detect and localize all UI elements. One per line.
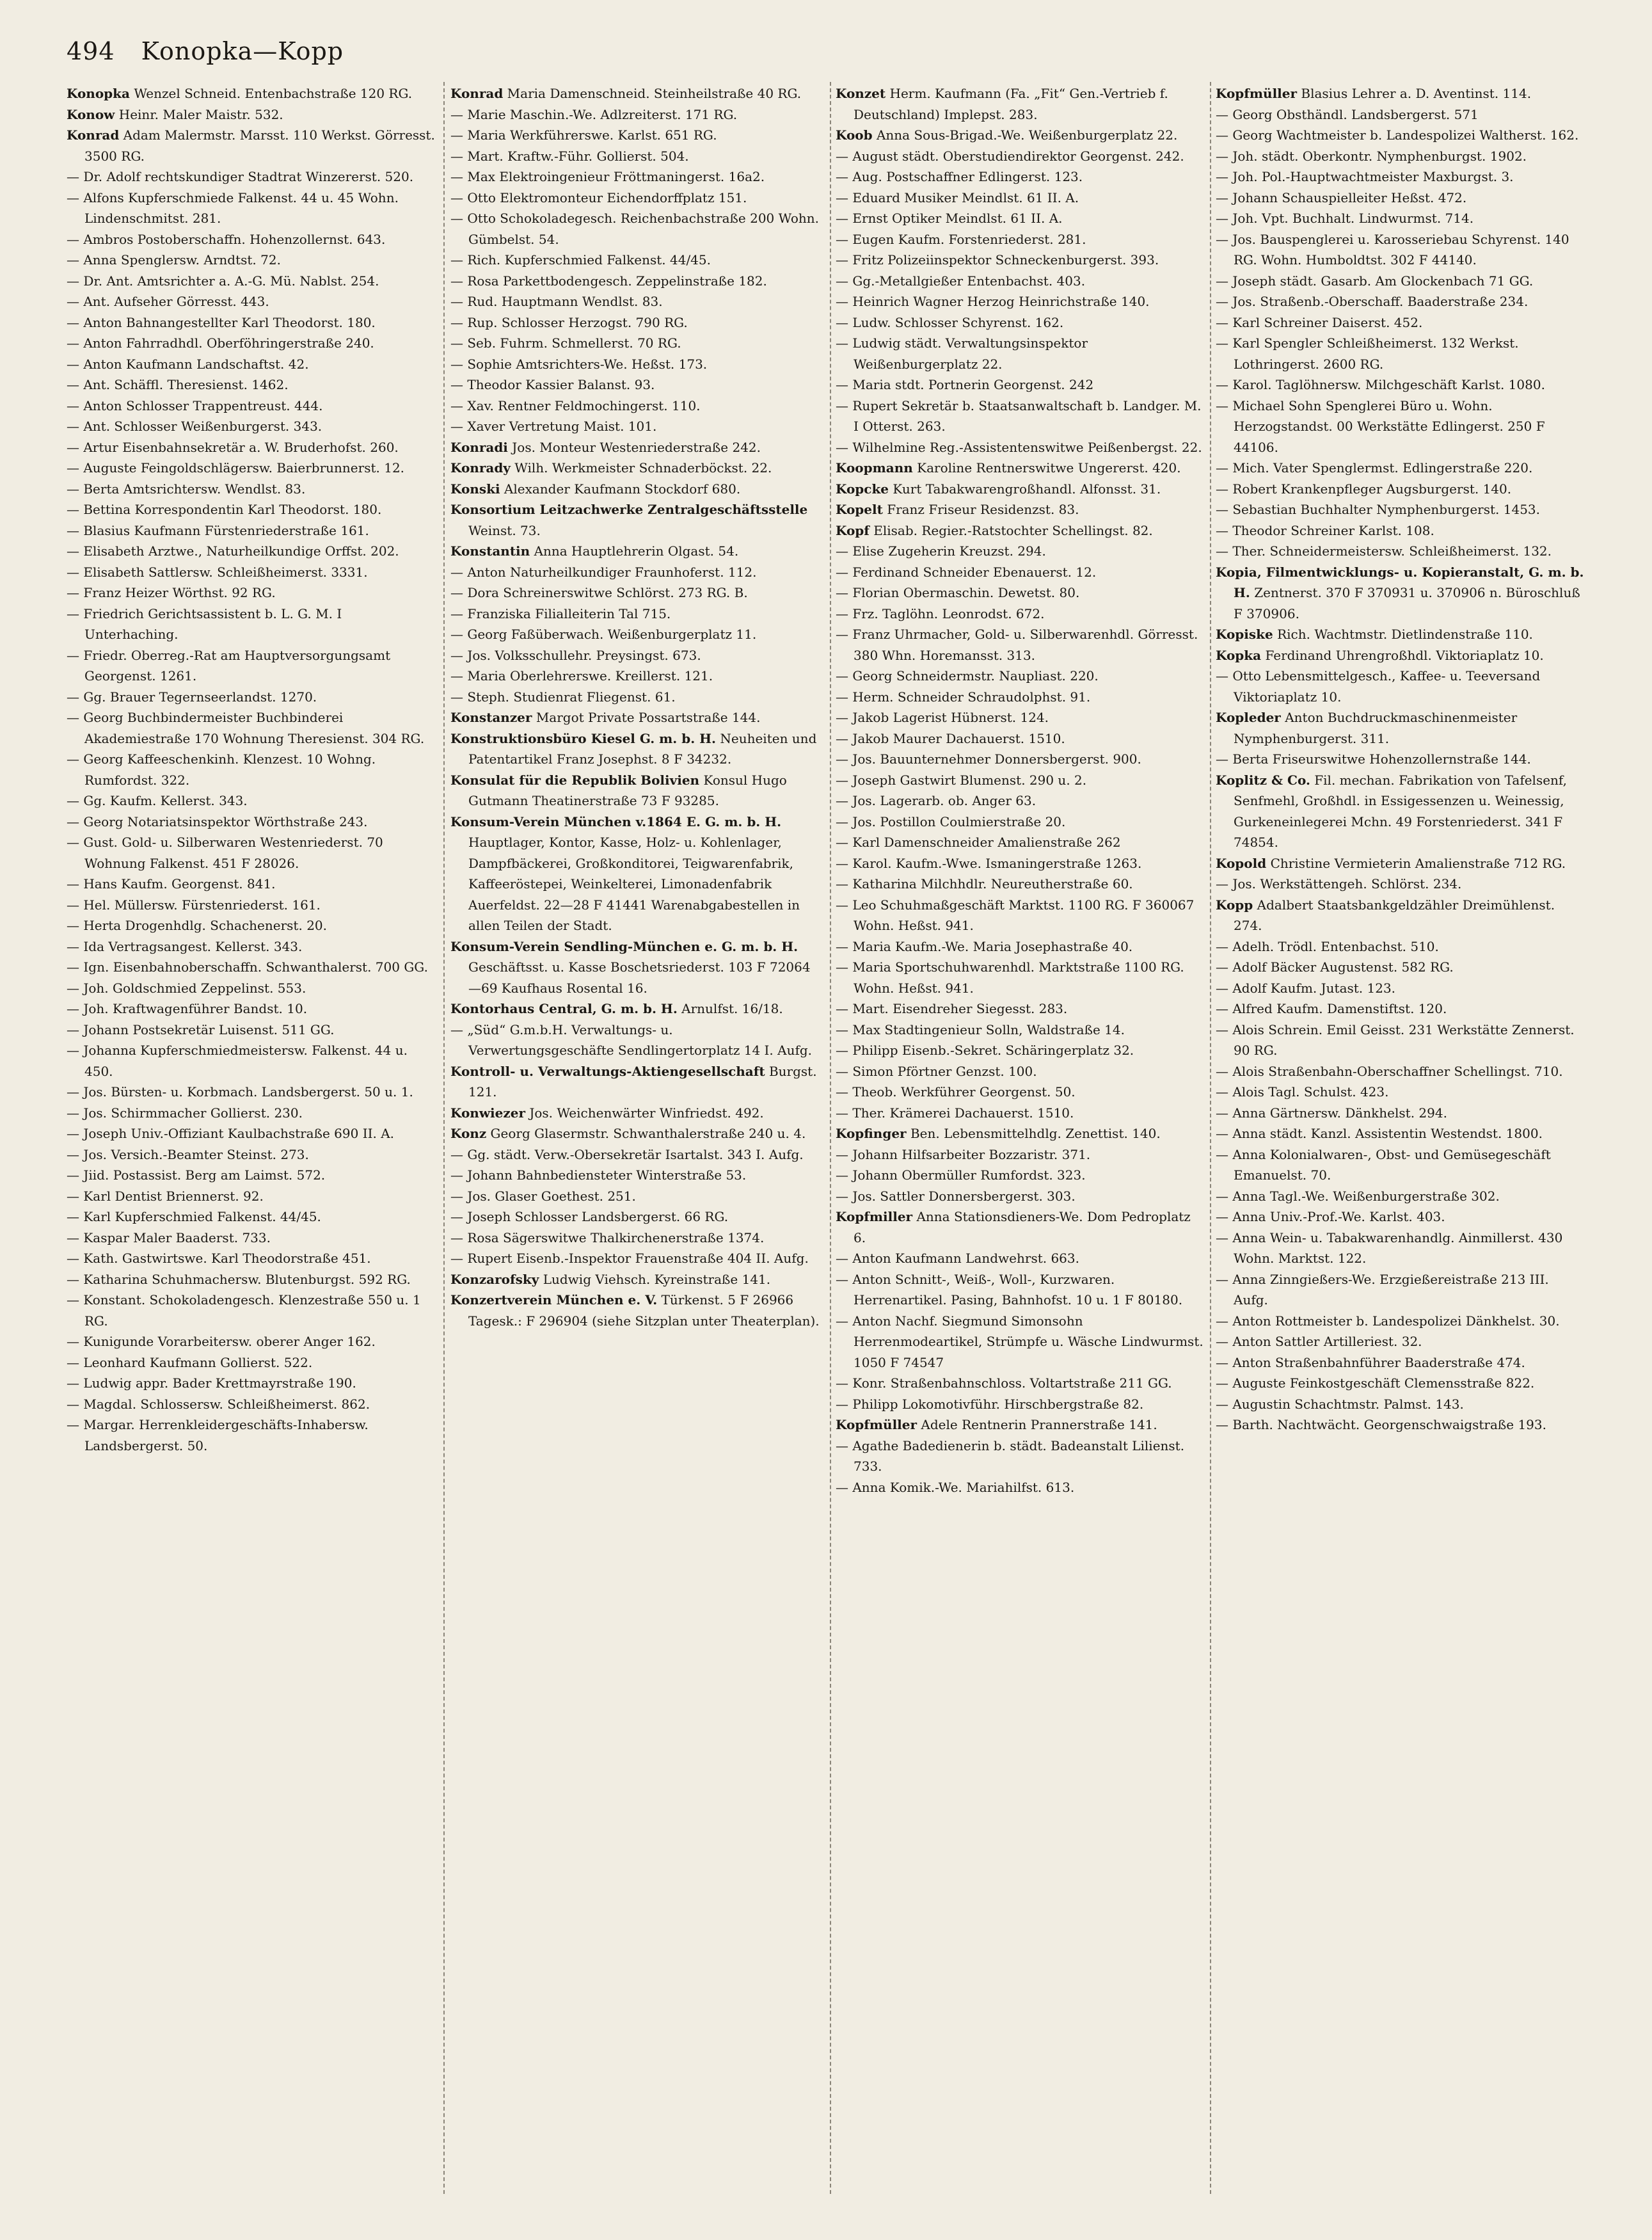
directory-entry	[450, 499, 822, 541]
directory-subentry: — Gg. städt. Verw.-Obersekretär Isartalst. 343 I. Aufg.	[450, 1144, 822, 1165]
directory-subentry: — Eduard Musiker Meindlst. 61 II. A.	[836, 188, 1207, 209]
directory-subentry: — Ambros Postoberschaffn. Hohenzollernst. 643.	[67, 229, 438, 250]
directory-subentry: — Augustin Schachtmstr. Palmst. 143.	[1216, 1394, 1587, 1415]
entry-details: Geschäftsst. u. Kasse Boschetsriederst. 103 F 72064—69 Kaufhaus Rosental 16.	[468, 959, 811, 996]
directory-entry	[450, 458, 822, 479]
directory-subentry: — Rup. Schlosser Herzogst. 790 RG.	[450, 312, 822, 333]
entry-details: Anna Stationsdieners-We. Dom Pedroplatz 6.	[854, 1209, 1191, 1245]
directory-subentry: — Alois Tagl. Schulst. 423.	[1216, 1082, 1587, 1103]
entry-surname: Kopia, Filmentwicklungs- u. Kopieranstalt, G. m. b. H.	[1216, 564, 1584, 600]
directory-entry	[1216, 624, 1587, 645]
entry-surname: Kopfinger	[836, 1126, 907, 1141]
entry-surname: Konstanzer	[450, 710, 532, 725]
directory-subentry: — Johann Postsekretär Luisenst. 511 GG.	[67, 1020, 438, 1041]
entry-surname: Kopf	[836, 522, 870, 538]
directory-subentry: — Karl Kupferschmied Falkenst. 44/45.	[67, 1206, 438, 1228]
directory-subentry: — Berta Amtsrichtersw. Wendlst. 83.	[67, 479, 438, 500]
entry-surname: Konsum-Verein München v.1864 E. G. m. b. H.	[450, 813, 782, 829]
entry-details: Adalbert Staatsbankgeldzähler Dreimühlenst. 274.	[1234, 897, 1555, 933]
directory-subentry: — Hel. Müllersw. Fürstenriederst. 161.	[67, 895, 438, 916]
directory-subentry: — Ludw. Schlosser Schyrenst. 162.	[836, 312, 1207, 333]
entry-surname: Konzertverein München e. V.	[450, 1292, 658, 1308]
directory-subentry: — Anton Sattler Artilleriest. 32.	[1216, 1331, 1587, 1352]
directory-subentry: — Joh. städt. Oberkontr. Nymphenburgst. 1902.	[1216, 146, 1587, 167]
directory-subentry: — Leonhard Kaufmann Gollierst. 522.	[67, 1352, 438, 1373]
directory-subentry: — Max Stadtingenieur Solln, Waldstraße 14.	[836, 1020, 1207, 1041]
directory-subentry: — Gg. Brauer Tegernseerlandst. 1270.	[67, 687, 438, 708]
directory-subentry: — Friedr. Oberreg.-Rat am Hauptversorgungsamt Georgenst. 1261.	[67, 645, 438, 687]
directory-subentry: — Mart. Eisendreher Siegesst. 283.	[836, 998, 1207, 1020]
directory-entry	[1216, 645, 1587, 666]
directory-subentry: — Katharina Milchhdlr. Neureutherstraße 60.	[836, 874, 1207, 895]
entry-surname: Konstruktionsbüro Kiesel G. m. b. H.	[450, 730, 716, 746]
directory-subentry: — Franziska Filialleiterin Tal 715.	[450, 604, 822, 625]
directory-subentry: — Anna Univ.-Prof.-We. Karlst. 403.	[1216, 1206, 1587, 1228]
entry-surname: Kopcke	[836, 481, 889, 497]
directory-subentry: — Ther. Krämerei Dachauerst. 1510.	[836, 1103, 1207, 1124]
entry-details: Ben. Lebensmittelhdlg. Zenettist. 140.	[910, 1126, 1161, 1141]
directory-subentry: — Alois Schrein. Emil Geisst. 231 Werkstätte Zennerst. 90 RG.	[1216, 1020, 1587, 1061]
directory-subentry: — Gg.-Metallgießer Entenbachst. 403.	[836, 271, 1207, 292]
directory-subentry: — Hans Kaufm. Georgenst. 841.	[67, 874, 438, 895]
directory-subentry: — Dr. Ant. Amtsrichter a. A.-G. Mü. Nablst. 254.	[67, 271, 438, 292]
directory-subentry: — Alfons Kupferschmiede Falkenst. 44 u. 45 Wohn. Lindenschmitst. 281.	[67, 188, 438, 229]
entry-surname: Kopiske	[1216, 627, 1273, 642]
directory-entry	[1216, 895, 1587, 936]
column-4	[1216, 83, 1587, 1436]
entry-surname: Konow	[67, 106, 115, 122]
entry-surname: Konsum-Verein Sendling-München e. G. m. b. H.	[450, 938, 798, 954]
directory-subentry: — Anton Bahnangestellter Karl Theodorst. 180.	[67, 312, 438, 333]
entry-surname: Kopp	[1216, 897, 1253, 913]
directory-subentry: — Jos. Bauspenglerei u. Karosseriebau Schyrenst. 140 RG. Wohn. Humboldtst. 302 F 44140.	[1216, 229, 1587, 271]
directory-entry	[1216, 562, 1587, 625]
directory-subentry: — Elisabeth Arztwe., Naturheilkundige Orffst. 202.	[67, 541, 438, 562]
directory-subentry: — Ant. Schlosser Weißenburgerst. 343.	[67, 416, 438, 437]
directory-subentry: — Ludwig städt. Verwaltungsinspektor Weißenburgerplatz 22.	[836, 333, 1207, 374]
entry-surname: Konstantin	[450, 543, 530, 559]
entry-surname: Kopleder	[1216, 710, 1281, 725]
directory-subentry: — Jos. Postillon Coulmierstraße 20.	[836, 812, 1207, 833]
directory-subentry: — Georg Notariatsinspektor Wörthstraße 243.	[67, 812, 438, 833]
directory-entry	[1216, 83, 1587, 104]
column-divider	[1210, 82, 1211, 2194]
directory-subentry: — Ferdinand Schneider Ebenauerst. 12.	[836, 562, 1207, 583]
directory-subentry: — Karol. Taglöhnersw. Milchgeschäft Karlst. 1080.	[1216, 374, 1587, 396]
directory-subentry: — Jiid. Postassist. Berg am Laimst. 572.	[67, 1165, 438, 1186]
entry-surname: Kopfmüller	[836, 1417, 917, 1432]
column-1	[67, 83, 438, 1456]
entry-details: Anna Sous-Brigad.-We. Weißenburgerplatz 22.	[876, 127, 1178, 143]
directory-subentry: — Anton Fahrradhdl. Oberföhringerstraße 240.	[67, 333, 438, 354]
directory-subentry: — Jos. Glaser Goethest. 251.	[450, 1186, 822, 1207]
directory-subentry: — Michael Sohn Spenglerei Büro u. Wohn. Herzogstandst. 00 Werkstätte Edlingerst. 250 F 44106.	[1216, 396, 1587, 458]
entry-surname: Kopelt	[836, 502, 883, 517]
directory-subentry: — Ant. Schäffl. Theresienst. 1462.	[67, 374, 438, 396]
directory-subentry: — Georg Wachtmeister b. Landespolizei Waltherst. 162.	[1216, 125, 1587, 146]
directory-subentry: — Frz. Taglöhn. Leonrodst. 672.	[836, 604, 1207, 625]
directory-subentry: — Eugen Kaufm. Forstenriederst. 281.	[836, 229, 1207, 250]
directory-subentry: — Heinrich Wagner Herzog Heinrichstraße 140.	[836, 291, 1207, 312]
entry-details: Ludwig Viehsch. Kyreinstraße 141.	[543, 1271, 771, 1287]
page-number: 494	[67, 37, 115, 65]
directory-subentry: — Anna Komik.-We. Mariahilfst. 613.	[836, 1477, 1207, 1498]
directory-subentry: — Marie Maschin.-We. Adlzreiterst. 171 RG.	[450, 104, 822, 125]
directory-subentry: — Anton Kaufmann Landschaftst. 42.	[67, 354, 438, 375]
directory-subentry: — Anton Naturheilkundiger Fraunhoferst. 112.	[450, 562, 822, 583]
directory-entry	[450, 812, 822, 936]
directory-subentry: — Gg. Kaufm. Kellerst. 343.	[67, 790, 438, 812]
directory-subentry: — Joh. Goldschmied Zeppelinst. 553.	[67, 978, 438, 999]
directory-entry	[836, 458, 1207, 479]
directory-subentry: — Kaspar Maler Baaderst. 733.	[67, 1228, 438, 1249]
directory-subentry: — Anton Kaufmann Landwehrst. 663.	[836, 1248, 1207, 1269]
directory-subentry: — Artur Eisenbahnsekretär a. W. Bruderhofst. 260.	[67, 437, 438, 458]
directory-subentry: — Johann Obermüller Rumfordst. 323.	[836, 1165, 1207, 1186]
directory-subentry: — Jos. Lagerarb. ob. Anger 63.	[836, 790, 1207, 812]
directory-subentry: — Florian Obermaschin. Dewetst. 80.	[836, 582, 1207, 604]
entry-details: Wenzel Schneid. Entenbachstraße 120 RG.	[134, 86, 413, 101]
directory-entry	[450, 1123, 822, 1144]
page-header	[67, 37, 344, 65]
entry-details: Fil. mechan. Fabrikation von Tafelsenf, Senfmehl, Großhdl. in Essigessenzen u. Weinessig, Gurkeneinlegerei Mchn. 49 Forstenriederst. 341 F 74854.	[1234, 772, 1567, 850]
directory-entry	[450, 1269, 822, 1290]
directory-subentry: — Franz Uhrmacher, Gold- u. Silberwarenhdl. Görresst. 380 Whn. Horemansst. 313.	[836, 624, 1207, 666]
directory-entry	[450, 541, 822, 562]
directory-subentry: — Philipp Eisenb.-Sekret. Schäringerplatz 32.	[836, 1040, 1207, 1061]
entry-surname: Koob	[836, 127, 873, 143]
entry-surname: Koopmann	[836, 460, 913, 476]
directory-entry	[450, 728, 822, 770]
directory-entry	[836, 83, 1207, 125]
entry-surname: Konzarofsky	[450, 1271, 539, 1287]
directory-subentry: — Barth. Nachtwächt. Georgenschwaigstraße 193.	[1216, 1414, 1587, 1436]
directory-subentry: — Anna städt. Kanzl. Assistentin Westendst. 1800.	[1216, 1123, 1587, 1144]
entry-details: Wilh. Werkmeister Schnaderböckst. 22.	[514, 460, 772, 476]
entry-surname: Konsulat für die Republik Bolivien	[450, 772, 700, 788]
entry-surname: Konopka	[67, 86, 130, 101]
directory-subentry: — Joh. Kraftwagenführer Bandst. 10.	[67, 998, 438, 1020]
directory-subentry: — Ther. Schneidermeistersw. Schleißheimerst. 132.	[1216, 541, 1587, 562]
entry-details: Jos. Weichenwärter Winfriedst. 492.	[529, 1105, 764, 1121]
column-divider	[830, 82, 831, 2194]
directory-subentry: — Fritz Polizeiinspektor Schneckenburgerst. 393.	[836, 250, 1207, 271]
entry-surname: Konradi	[450, 439, 508, 455]
directory-subentry: — Agathe Badedienerin b. städt. Badeanstalt Lilienst. 733.	[836, 1436, 1207, 1477]
directory-subentry: — Jos. Schirmmacher Gollierst. 230.	[67, 1103, 438, 1124]
entry-details: Jos. Monteur Westenriederstraße 242.	[512, 439, 761, 455]
directory-subentry: — Kunigunde Vorarbeitersw. oberer Anger 162.	[67, 1331, 438, 1352]
entry-details: Weinst. 73.	[468, 522, 541, 538]
entry-surname: Kopfmiller	[836, 1209, 913, 1224]
directory-subentry: — Blasius Kaufmann Fürstenriederstraße 161.	[67, 520, 438, 541]
directory-entry	[1216, 707, 1587, 749]
entry-details: Burgst. 121.	[468, 1063, 817, 1100]
directory-subentry: — Franz Heizer Wörthst. 92 RG.	[67, 582, 438, 604]
directory-subentry: — Georg Faßüberwach. Weißenburgerplatz 11.	[450, 624, 822, 645]
directory-subentry: — Ign. Eisenbahnoberschaffn. Schwanthalerst. 700 GG.	[67, 957, 438, 978]
entry-details: Margot Private Possartstraße 144.	[536, 710, 761, 725]
directory-subentry: — Anna Tagl.-We. Weißenburgerstraße 302.	[1216, 1186, 1587, 1207]
directory-subentry: — Johann Bahnbediensteter Winterstraße 53.	[450, 1165, 822, 1186]
directory-subentry: — Anton Schlosser Trappentreust. 444.	[67, 396, 438, 417]
directory-subentry: — Adolf Bäcker Augustenst. 582 RG.	[1216, 957, 1587, 978]
directory-subentry: — Bettina Korrespondentin Karl Theodorst. 180.	[67, 499, 438, 520]
directory-subentry: — Anna Wein- u. Tabakwarenhandlg. Ainmillerst. 430 Wohn. Marktst. 122.	[1216, 1228, 1587, 1269]
entry-surname: Kopka	[1216, 647, 1262, 663]
directory-entry	[450, 1061, 822, 1103]
directory-subentry: — Karl Damenschneider Amalienstraße 262	[836, 832, 1207, 853]
entry-details: Christine Vermieterin Amalienstraße 712 RG.	[1270, 855, 1566, 871]
directory-subentry: — Auguste Feinkostgeschäft Clemensstraße 822.	[1216, 1373, 1587, 1394]
entry-surname: Konwiezer	[450, 1105, 525, 1121]
directory-entry	[450, 936, 822, 999]
directory-subentry: — Jos. Sattler Donnersbergerst. 303.	[836, 1186, 1207, 1207]
entry-details: Rich. Wachtmstr. Dietlindenstraße 110.	[1277, 627, 1533, 642]
directory-subentry: — Anna Zinngießers-We. Erzgießereistraße 213 III. Aufg.	[1216, 1269, 1587, 1311]
directory-subentry: — Karol. Kaufm.-Wwe. Ismaningerstraße 1263.	[836, 853, 1207, 874]
entry-details: Alexander Kaufmann Stockdorf 680.	[504, 481, 741, 497]
directory-subentry: — Theodor Schreiner Karlst. 108.	[1216, 520, 1587, 541]
directory-subentry: — Jos. Werkstättengeh. Schlörst. 234.	[1216, 874, 1587, 895]
entry-details: Adam Malermstr. Marsst. 110 Werkst. Görresst. 3500 RG.	[84, 127, 435, 164]
directory-subentry: — Johanna Kupferschmiedmeistersw. Falkenst. 44 u. 450.	[67, 1040, 438, 1082]
directory-subentry: — Maria Oberlehrerswe. Kreillerst. 121.	[450, 666, 822, 687]
directory-entry	[836, 499, 1207, 520]
directory-subentry: — Karl Dentist Briennerst. 92.	[67, 1186, 438, 1207]
entry-details: Franz Friseur Residenzst. 83.	[887, 502, 1079, 517]
directory-subentry: — Ida Vertragsangest. Kellerst. 343.	[67, 936, 438, 957]
entry-details: Maria Damenschneid. Steinheilstraße 40 RG.	[507, 86, 802, 101]
directory-subentry: — Maria Werkführerswe. Karlst. 651 RG.	[450, 125, 822, 146]
entry-details: Anton Buchdruckmaschinenmeister Nymphenburgerst. 311.	[1234, 710, 1518, 746]
directory-entry	[450, 1290, 822, 1331]
directory-subentry: — Johann Hilfsarbeiter Bozzaristr. 371.	[836, 1144, 1207, 1165]
entry-surname: Konsortium Leitzachwerke Zentralgeschäftsstelle	[450, 502, 808, 517]
entry-details: Anna Hauptlehrerin Olgast. 54.	[534, 543, 739, 559]
directory-subentry: — Joseph Gastwirt Blumenst. 290 u. 2.	[836, 770, 1207, 791]
directory-entry	[1216, 770, 1587, 853]
directory-subentry: — Konstant. Schokoladengesch. Klenzestraße 550 u. 1 RG.	[67, 1290, 438, 1331]
directory-entry	[836, 1414, 1207, 1436]
directory-subentry: — „Süd“ G.m.b.H. Verwaltungs- u. Verwertungsgeschäfte Sendlingertorplatz 14 I. Aufg.	[450, 1020, 822, 1061]
directory-subentry: — Mich. Vater Spenglermst. Edlingerstraße 220.	[1216, 458, 1587, 479]
directory-entry	[836, 479, 1207, 500]
entry-surname: Konrad	[450, 86, 504, 101]
entry-details: Elisab. Regier.-Ratstochter Schellingst. 82.	[873, 522, 1153, 538]
directory-entry	[450, 707, 822, 728]
directory-subentry: — Alfred Kaufm. Damenstiftst. 120.	[1216, 998, 1587, 1020]
entry-details: Kurt Tabakwarengroßhandl. Alfonsst. 31.	[893, 481, 1161, 497]
directory-subentry: — Jakob Lagerist Hübnerst. 124.	[836, 707, 1207, 728]
column-divider	[443, 82, 445, 2194]
entry-surname: Koplitz & Co.	[1216, 772, 1310, 788]
entry-details: Zentnerst. 370 F 370931 u. 370906 n. Büroschluß F 370906.	[1234, 585, 1580, 621]
directory-entry	[67, 104, 438, 125]
directory-subentry: — Jos. Bürsten- u. Korbmach. Landsbergerst. 50 u. 1.	[67, 1082, 438, 1103]
directory-subentry: — Joseph städt. Gasarb. Am Glockenbach 71 GG.	[1216, 271, 1587, 292]
directory-subentry: — Maria Kaufm.-We. Maria Josephastraße 40.	[836, 936, 1207, 957]
directory-subentry: — Steph. Studienrat Fliegenst. 61.	[450, 687, 822, 708]
directory-subentry: — Jakob Maurer Dachauerst. 1510.	[836, 728, 1207, 749]
directory-subentry: — Maria stdt. Portnerin Georgenst. 242	[836, 374, 1207, 396]
entry-details: Neuheiten und Patentartikel Franz Josephst. 8 F 34232.	[468, 730, 817, 767]
directory-subentry: — Wilhelmine Reg.-Assistentenswitwe Peißenbergst. 22.	[836, 437, 1207, 458]
directory-subentry: — Jos. Bauunternehmer Donnersbergerst. 900.	[836, 749, 1207, 770]
directory-entry	[67, 125, 438, 166]
directory-subentry: — Rich. Kupferschmied Falkenst. 44/45.	[450, 250, 822, 271]
entry-details: Adele Rentnerin Prannerstraße 141.	[921, 1417, 1157, 1432]
directory-subentry: — Seb. Fuhrm. Schmellerst. 70 RG.	[450, 333, 822, 354]
entry-surname: Konrad	[67, 127, 120, 143]
directory-entry	[836, 125, 1207, 146]
directory-subentry: — Anton Nachf. Siegmund Simonsohn Herrenmodeartikel, Strümpfe u. Wäsche Lindwurmst. 1050 F 74547	[836, 1311, 1207, 1373]
directory-subentry: — Anton Straßenbahnführer Baaderstraße 474.	[1216, 1352, 1587, 1373]
directory-subentry: — Jos. Volksschullehr. Preysingst. 673.	[450, 645, 822, 666]
directory-entry	[1216, 853, 1587, 874]
directory-subentry: — Anna Kolonialwaren-, Obst- und Gemüsegeschäft Emanuelst. 70.	[1216, 1144, 1587, 1186]
directory-subentry: — Anna Gärtnersw. Dänkhelst. 294.	[1216, 1103, 1587, 1124]
directory-subentry: — Otto Lebensmittelgesch., Kaffee- u. Teeversand Viktoriaplatz 10.	[1216, 666, 1587, 707]
entry-surname: Kontorhaus Central, G. m. b. H.	[450, 1001, 678, 1016]
directory-subentry: — Magdal. Schlossersw. Schleißheimerst. 862.	[67, 1394, 438, 1415]
directory-subentry: — Theodor Kassier Balanst. 93.	[450, 374, 822, 396]
entry-details: Karoline Rentnerswitwe Ungererst. 420.	[917, 460, 1181, 476]
directory-subentry: — Kath. Gastwirtswe. Karl Theodorstraße 451.	[67, 1248, 438, 1269]
directory-subentry: — Elise Zugeherin Kreuzst. 294.	[836, 541, 1207, 562]
page-range: Konopka—Kopp	[141, 37, 344, 65]
directory-subentry: — Dora Schreinerswitwe Schlörst. 273 RG. B.	[450, 582, 822, 604]
directory-subentry: — August städt. Oberstudiendirektor Georgenst. 242.	[836, 146, 1207, 167]
directory-subentry: — Theob. Werkführer Georgenst. 50.	[836, 1082, 1207, 1103]
directory-subentry: — Georg Schneidermstr. Naupliast. 220.	[836, 666, 1207, 687]
directory-subentry: — Johann Schauspielleiter Heßst. 472.	[1216, 188, 1587, 209]
directory-subentry: — Jos. Versich.-Beamter Steinst. 273.	[67, 1144, 438, 1165]
directory-subentry: — Herta Drogenhdlg. Schachenerst. 20.	[67, 915, 438, 936]
directory-subentry: — Leo Schuhmaßgeschäft Marktst. 1100 RG. F 360067 Wohn. Heßst. 941.	[836, 895, 1207, 936]
column-3	[836, 83, 1207, 1498]
directory-subentry: — Georg Kaffeeschenkinh. Klenzest. 10 Wohng. Rumfordst. 322.	[67, 749, 438, 790]
directory-subentry: — Philipp Lokomotivführ. Hirschbergstraße 82.	[836, 1394, 1207, 1415]
entry-surname: Konzet	[836, 86, 886, 101]
directory-subentry: — Anna Spenglersw. Arndtst. 72.	[67, 250, 438, 271]
directory-subentry: — Herm. Schneider Schraudolphst. 91.	[836, 687, 1207, 708]
directory-entry	[836, 520, 1207, 541]
entry-details: Arnulfst. 16/18.	[681, 1001, 783, 1016]
directory-entry	[450, 1103, 822, 1124]
directory-subentry: — Otto Schokoladegesch. Reichenbachstraße 200 Wohn. Gümbelst. 54.	[450, 208, 822, 250]
directory-subentry: — Aug. Postschaffner Edlingerst. 123.	[836, 166, 1207, 188]
directory-entry	[450, 83, 822, 104]
entry-surname: Konz	[450, 1126, 487, 1141]
directory-subentry: — Sebastian Buchhalter Nymphenburgerst. 1453.	[1216, 499, 1587, 520]
directory-subentry: — Dr. Adolf rechtskundiger Stadtrat Winzererst. 520.	[67, 166, 438, 188]
directory-subentry: — Rosa Parkettbodengesch. Zeppelinstraße 182.	[450, 271, 822, 292]
directory-subentry: — Karl Spengler Schleißheimerst. 132 Werkst. Lothringerst. 2600 RG.	[1216, 333, 1587, 374]
directory-subentry: — Rud. Hauptmann Wendlst. 83.	[450, 291, 822, 312]
directory-entry	[450, 479, 822, 500]
directory-subentry: — Max Elektroingenieur Fröttmaningerst. 16a2.	[450, 166, 822, 188]
entry-surname: Kontroll- u. Verwaltungs-Aktiengesellschaft	[450, 1063, 765, 1079]
directory-subentry: — Karl Schreiner Daiserst. 452.	[1216, 312, 1587, 333]
entry-details: Konsul Hugo Gutmann Theatinerstraße 73 F 93285.	[468, 772, 787, 808]
directory-subentry: — Simon Pförtner Genzst. 100.	[836, 1061, 1207, 1082]
directory-entry	[836, 1123, 1207, 1144]
directory-subentry: — Rupert Eisenb.-Inspektor Frauenstraße 404 II. Aufg.	[450, 1248, 822, 1269]
entry-details: Ferdinand Uhrengroßhdl. Viktoriaplatz 10.	[1265, 647, 1544, 663]
directory-subentry: — Joh. Vpt. Buchhalt. Lindwurmst. 714.	[1216, 208, 1587, 229]
directory-subentry: — Gust. Gold- u. Silberwaren Westenriederst. 70 Wohnung Falkenst. 451 F 28026.	[67, 832, 438, 874]
directory-subentry: — Maria Sportschuhwarenhdl. Marktstraße 1100 RG. Wohn. Heßst. 941.	[836, 957, 1207, 998]
directory-entry	[67, 83, 438, 104]
directory-entry	[836, 1206, 1207, 1248]
directory-subentry: — Friedrich Gerichtsassistent b. L. G. M. I Unterhaching.	[67, 604, 438, 645]
directory-entry	[450, 770, 822, 812]
directory-subentry: — Georg Buchbindermeister Buchbinderei Akademiestraße 170 Wohnung Theresienst. 304 RG.	[67, 707, 438, 749]
entry-surname: Konrady	[450, 460, 511, 476]
entry-details: Türkenst. 5 F 26966 Tagesk.: F 296904 (siehe Sitzplan unter Theaterplan).	[468, 1292, 820, 1329]
directory-subentry: — Ludwig appr. Bader Krettmayrstraße 190.	[67, 1373, 438, 1394]
directory-subentry: — Rosa Sägerswitwe Thalkirchenerstraße 1374.	[450, 1228, 822, 1249]
entry-details: Blasius Lehrer a. D. Aventinst. 114.	[1301, 86, 1532, 101]
directory-subentry: — Konr. Straßenbahnschloss. Voltartstraße 211 GG.	[836, 1373, 1207, 1394]
directory-subentry: — Adolf Kaufm. Jutast. 123.	[1216, 978, 1587, 999]
directory-entry	[450, 437, 822, 458]
directory-subentry: — Otto Elektromonteur Eichendorffplatz 151.	[450, 188, 822, 209]
directory-subentry: — Jos. Straßenb.-Oberschaff. Baaderstraße 234.	[1216, 291, 1587, 312]
directory-subentry: — Robert Krankenpfleger Augsburgerst. 140.	[1216, 479, 1587, 500]
directory-subentry: — Katharina Schuhmachersw. Blutenburgst. 592 RG.	[67, 1269, 438, 1290]
directory-subentry: — Xav. Rentner Feldmochingerst. 110.	[450, 396, 822, 417]
entry-details: Herm. Kaufmann (Fa. „Fit“ Gen.-Vertrieb f. Deutschland) Impleрst. 283.	[854, 86, 1168, 122]
directory-subentry: — Anton Schnitt-, Weiß-, Woll-, Kurzwaren. Herrenartikel. Pasing, Bahnhofst. 10 u. 1 F 80180.	[836, 1269, 1207, 1311]
directory-subentry: — Ernst Optiker Meindlst. 61 II. A.	[836, 208, 1207, 229]
entry-surname: Kopold	[1216, 855, 1267, 871]
entry-details: Hauptlager, Kontor, Kasse, Holz- u. Kohlenlager, Dampfbäckerei, Großkonditorei, Teigwarenfabrik, Kaffeeröstерei, Weinkelterei, Limonadenfabrik Auerfeldst. 22—28 F 41441 Warenabgabestellen in allen Teilen der Stadt.	[468, 835, 800, 933]
directory-subentry: — Joh. Pol.-Hauptwachtmeister Maxburgst. 3.	[1216, 166, 1587, 188]
directory-subentry: — Adelh. Trödl. Entenbachst. 510.	[1216, 936, 1587, 957]
directory-entry	[450, 998, 822, 1020]
entry-surname: Kopfmüller	[1216, 86, 1298, 101]
directory-subentry: — Alois Straßenbahn-Oberschaffner Schellingst. 710.	[1216, 1061, 1587, 1082]
directory-subentry: — Sophie Amtsrichters-We. Heßst. 173.	[450, 354, 822, 375]
directory-subentry: — Mart. Kraftw.-Führ. Gollierst. 504.	[450, 146, 822, 167]
directory-subentry: — Joseph Univ.-Offiziant Kaulbachstraße 690 II. A.	[67, 1123, 438, 1144]
directory-subentry: — Joseph Schlosser Landsbergerst. 66 RG.	[450, 1206, 822, 1228]
entry-details: Georg Glasermstr. Schwanthalerstraße 240 u. 4.	[490, 1126, 806, 1141]
directory-subentry: — Anton Rottmeister b. Landespolizei Dänkhelst. 30.	[1216, 1311, 1587, 1332]
directory-subentry: — Elisabeth Sattlersw. Schleißheimerst. 3331.	[67, 562, 438, 583]
directory-subentry: — Margar. Herrenkleidergeschäfts-Inhabersw. Landsbergerst. 50.	[67, 1414, 438, 1456]
directory-subentry: — Georg Obsthändl. Landsbergerst. 571	[1216, 104, 1587, 125]
directory-subentry: — Xaver Vertretung Maist. 101.	[450, 416, 822, 437]
directory-subentry: — Ant. Aufseher Görresst. 443.	[67, 291, 438, 312]
directory-subentry: — Rupert Sekretär b. Staatsanwaltschaft b. Landger. M. I Otterst. 263.	[836, 396, 1207, 437]
column-2	[450, 83, 822, 1331]
directory-subentry: — Auguste Feingoldschlägersw. Baierbrunnerst. 12.	[67, 458, 438, 479]
directory-subentry: — Berta Friseurswitwe Hohenzollernstraße 144.	[1216, 749, 1587, 770]
entry-surname: Konski	[450, 481, 500, 497]
entry-details: Heinr. Maler Maistr. 532.	[118, 106, 283, 122]
